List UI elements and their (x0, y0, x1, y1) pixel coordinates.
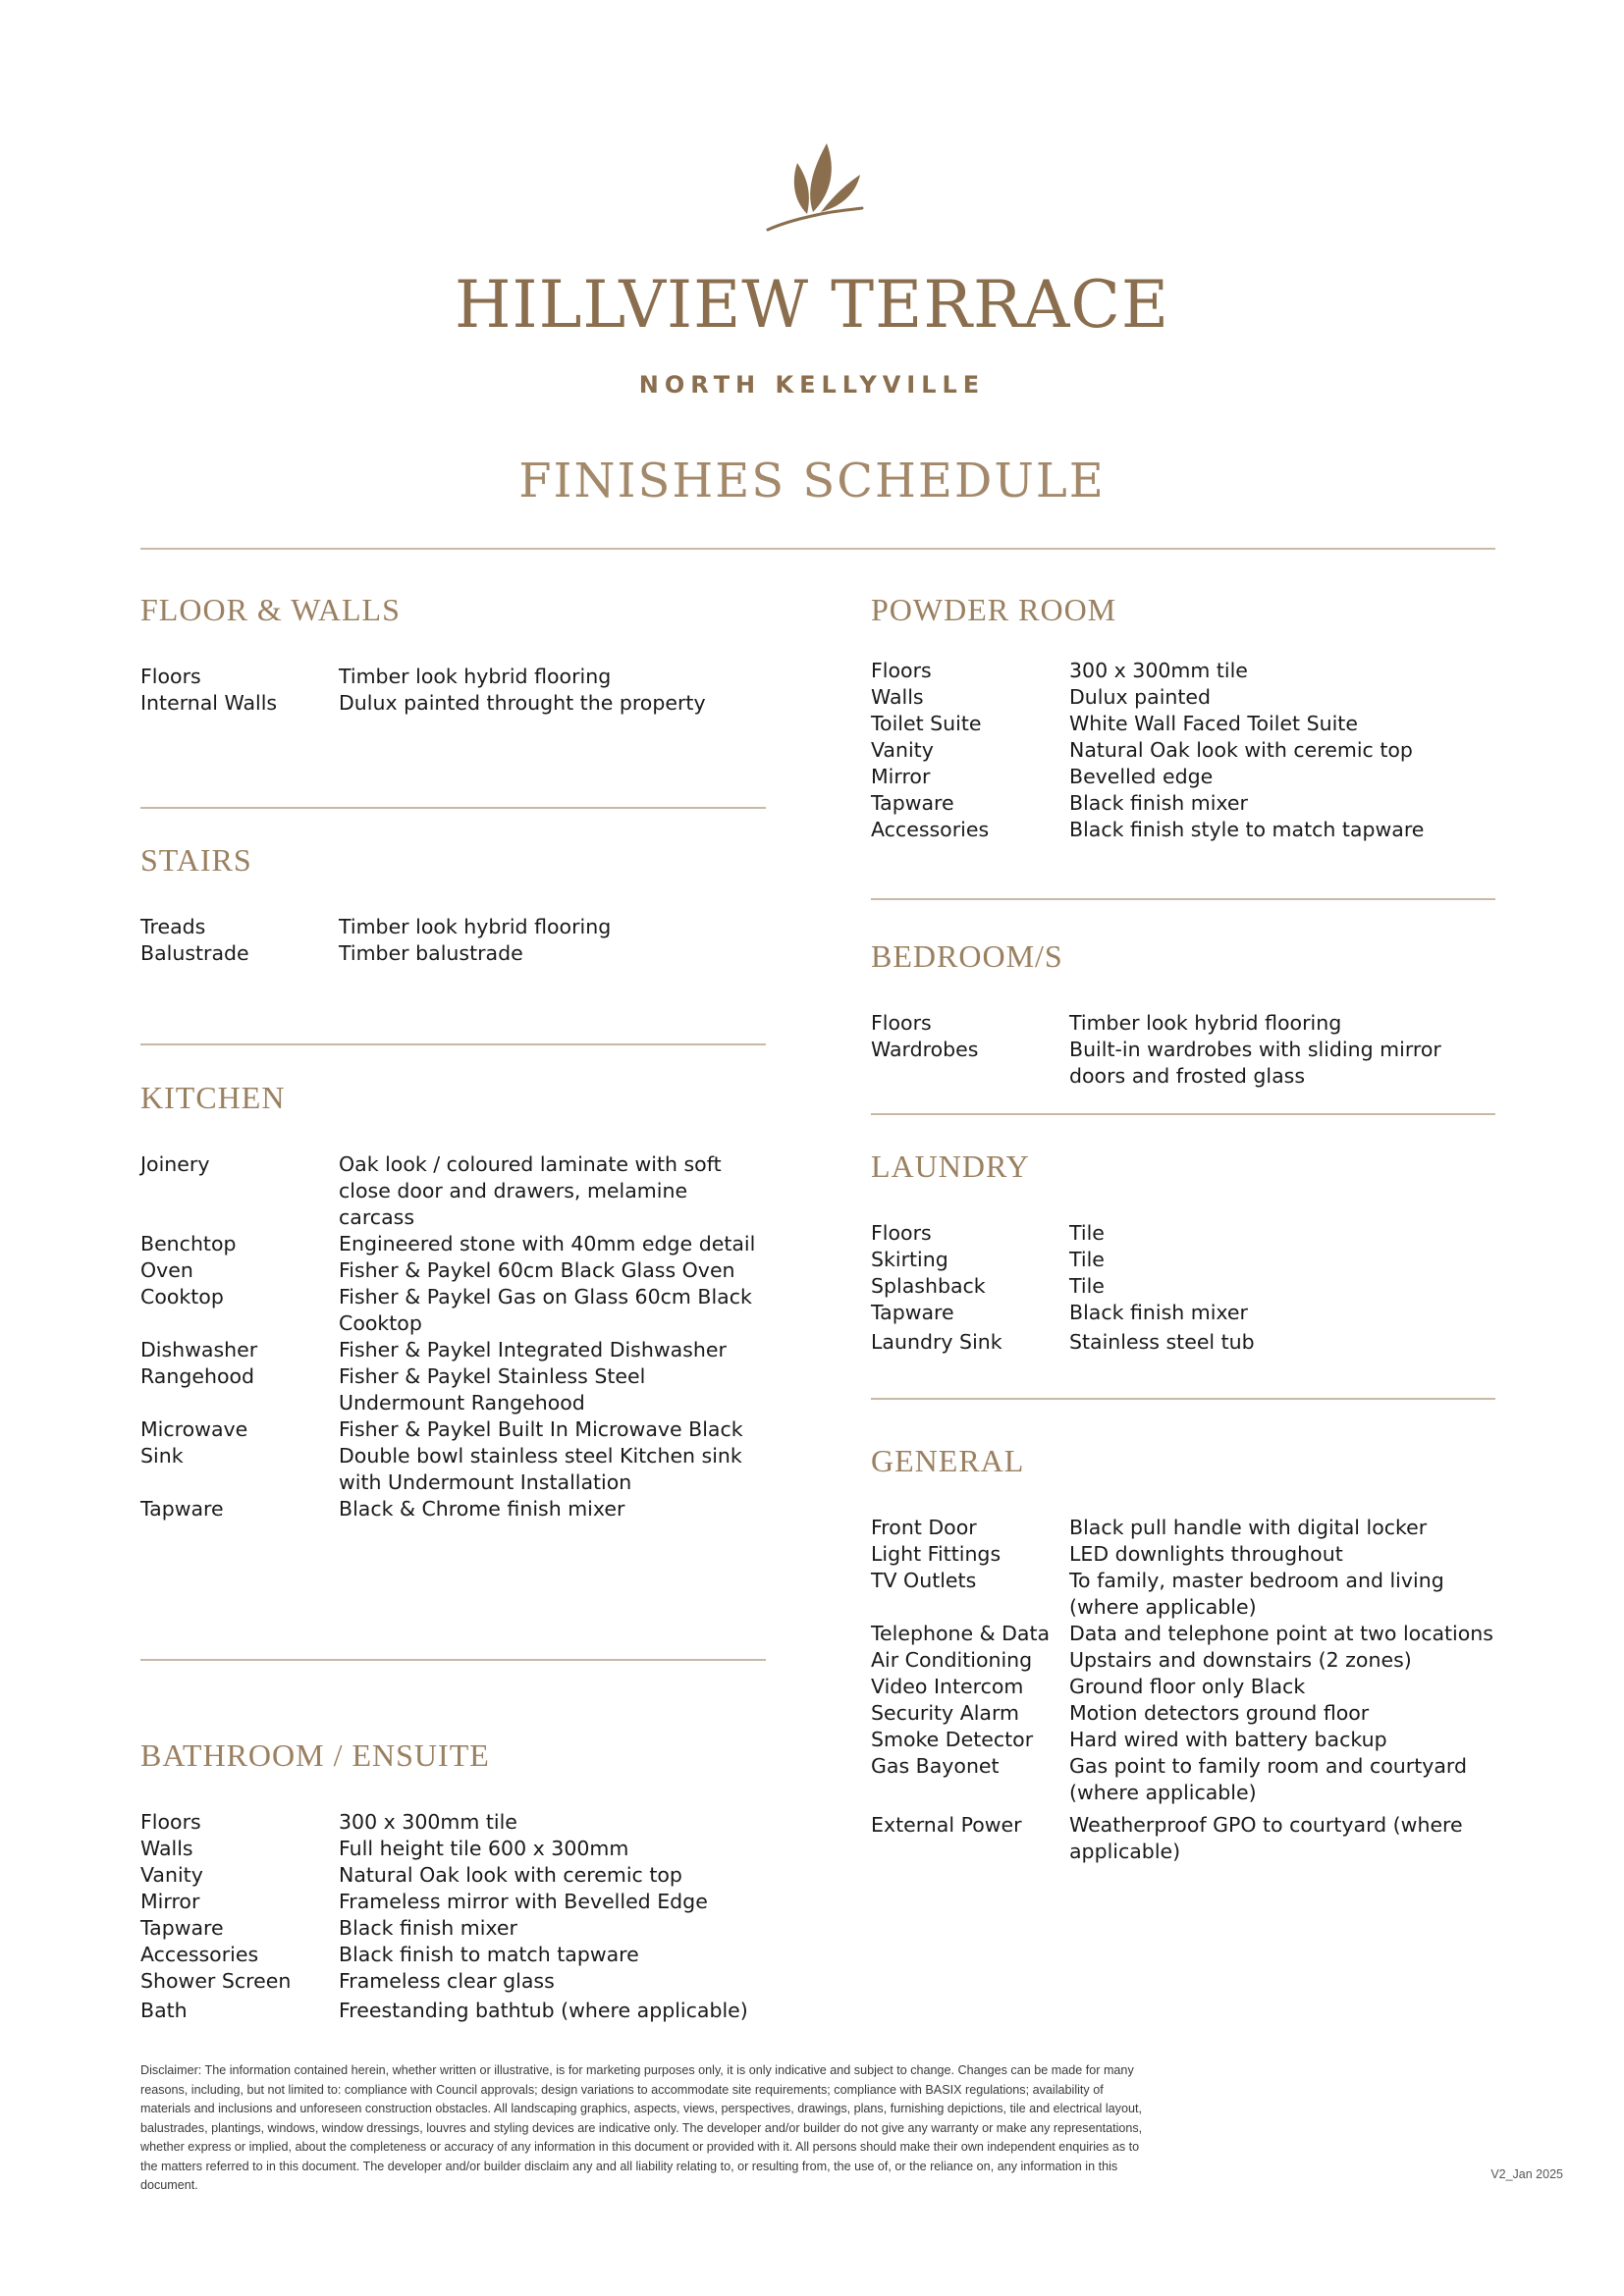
spec-row (871, 790, 1499, 817)
spec-value: Bevelled edge (1069, 765, 1214, 788)
spec-label: Benchtop (140, 1232, 237, 1255)
section-floor-walls (140, 592, 769, 717)
spec-label: Splashback (871, 1274, 986, 1298)
spec-label: Joinery (140, 1152, 210, 1176)
spec-row (871, 1010, 1499, 1037)
spec-list (871, 658, 1499, 843)
spec-label: Wardrobes (871, 1038, 979, 1061)
spec-value: Tile (1069, 1221, 1105, 1245)
spec-label: Dishwasher (140, 1338, 258, 1362)
spec-label: Cooktop (140, 1285, 224, 1308)
spec-value: Timber look hybrid flooring (339, 915, 612, 938)
spec-row (871, 1247, 1499, 1273)
section-divider (140, 1659, 766, 1661)
spec-label: Floors (140, 665, 201, 688)
spec-label: Telephone & Data (871, 1622, 1051, 1645)
spec-label: Toilet Suite (871, 712, 982, 735)
spec-label: Walls (140, 1837, 193, 1860)
spec-row (140, 1443, 769, 1496)
spec-value: Stainless steel tub (1069, 1330, 1255, 1354)
spec-label: Vanity (871, 738, 934, 762)
spec-label: Mirror (871, 765, 931, 788)
spec-row (871, 1621, 1499, 1647)
spec-label: TV Outlets (871, 1569, 977, 1592)
spec-row (140, 1809, 769, 1836)
spec-value: Motion detectors ground floor (1069, 1701, 1370, 1725)
spec-value: Black finish mixer (339, 1916, 517, 1940)
spec-value: Freestanding bathtub (where applicable) (339, 1999, 748, 2022)
section-kitchen (140, 1080, 769, 1522)
spec-label: Floors (140, 1810, 201, 1834)
spec-label: Tapware (871, 1301, 954, 1324)
spec-row (871, 764, 1499, 790)
spec-row (871, 1700, 1499, 1727)
spec-row (871, 1273, 1499, 1300)
spec-label: Video Intercom (871, 1675, 1024, 1698)
section-divider (871, 898, 1495, 900)
spec-label: Floors (871, 1011, 932, 1035)
spec-row (140, 1862, 769, 1889)
spec-row (140, 1968, 769, 1995)
spec-label: Microwave (140, 1417, 248, 1441)
spec-label: Gas Bayonet (871, 1754, 1000, 1778)
section-general (871, 1443, 1499, 1865)
spec-row (140, 690, 769, 717)
spec-list (140, 1151, 769, 1522)
spec-row (140, 940, 769, 967)
spec-value: Natural Oak look with ceremic top (1069, 738, 1413, 762)
spec-value: LED downlights throughout (1069, 1542, 1343, 1566)
spec-row (871, 1647, 1499, 1674)
spec-row (871, 711, 1499, 737)
spec-value: Frameless clear glass (339, 1969, 555, 1993)
leaf-logo-icon (746, 135, 874, 245)
spec-label: Mirror (140, 1890, 200, 1913)
version-label: V2_Jan 2025 (1490, 2167, 1563, 2181)
section-heading: POWDER ROOM (871, 592, 1117, 627)
spec-value: Ground floor only Black (1069, 1675, 1306, 1698)
spec-label: External Power (871, 1813, 1022, 1837)
spec-label: Floors (871, 659, 932, 682)
spec-label: Sink (140, 1444, 184, 1468)
spec-label: Bath (140, 1999, 188, 2022)
spec-value: Frameless mirror with Bevelled Edge (339, 1890, 708, 1913)
section-heading: LAUNDRY (871, 1148, 1030, 1184)
spec-label: Oven (140, 1258, 193, 1282)
spec-label: Tapware (871, 791, 954, 815)
brand-subtitle: NORTH KELLYVILLE (638, 371, 986, 399)
spec-value: Timber look hybrid flooring (1069, 1011, 1342, 1035)
spec-list (140, 914, 769, 967)
spec-value: Fisher & Paykel 60cm Black Glass Oven (339, 1258, 735, 1282)
spec-row (871, 1300, 1499, 1326)
spec-list (140, 1809, 769, 2024)
spec-label: Accessories (140, 1943, 259, 1966)
section-divider (871, 1113, 1495, 1115)
spec-row (140, 1231, 769, 1257)
spec-row (140, 1889, 769, 1915)
spec-row (871, 658, 1499, 684)
spec-value: 300 x 300mm tile (1069, 659, 1248, 682)
section-bathroom-ensuite (140, 1737, 769, 2024)
section-laundry (871, 1148, 1499, 1356)
spec-row (140, 1257, 769, 1284)
spec-value: Weatherproof GPO to courtyard (where applicable) (1069, 1813, 1463, 1863)
spec-label: Laundry Sink (871, 1330, 1002, 1354)
spec-value: Fisher & Paykel Built In Microwave Black (339, 1417, 743, 1441)
section-heading: STAIRS (140, 842, 252, 878)
spec-value: Built-in wardrobes with sliding mirror doors and frosted glass (1069, 1038, 1441, 1088)
spec-row (871, 737, 1499, 764)
spec-row (871, 1727, 1499, 1753)
spec-row (871, 1515, 1499, 1541)
spec-row (871, 1037, 1499, 1090)
section-powder-room (871, 592, 1499, 843)
spec-label: Light Fittings (871, 1542, 1001, 1566)
spec-row (871, 684, 1499, 711)
spec-row (871, 1674, 1499, 1700)
spec-list (871, 1220, 1499, 1356)
spec-row (871, 1753, 1499, 1806)
spec-row (871, 1541, 1499, 1568)
spec-row (140, 1416, 769, 1443)
spec-list (871, 1515, 1499, 1865)
spec-label: Air Conditioning (871, 1648, 1033, 1672)
spec-label: Floors (871, 1221, 932, 1245)
section-heading: BATHROOM / ENSUITE (140, 1737, 490, 1773)
spec-row (140, 1942, 769, 1968)
spec-label: Front Door (871, 1516, 977, 1539)
spec-value: Fisher & Paykel Stainless Steel Undermount Rangehood (339, 1364, 646, 1415)
document-title: FINISHES SCHEDULE (518, 454, 1106, 508)
spec-value: Black finish style to match tapware (1069, 818, 1425, 841)
spec-label: Treads (140, 915, 206, 938)
spec-label: Tapware (140, 1916, 224, 1940)
section-bedrooms (871, 938, 1499, 1090)
spec-label: Shower Screen (140, 1969, 292, 1993)
spec-value: Upstairs and downstairs (2 zones) (1069, 1648, 1412, 1672)
spec-label: Rangehood (140, 1364, 255, 1388)
spec-label: Security Alarm (871, 1701, 1020, 1725)
section-divider (871, 1398, 1495, 1400)
spec-value: Timber balustrade (339, 941, 523, 965)
spec-label: Accessories (871, 818, 990, 841)
section-stairs (140, 842, 769, 967)
spec-value: Dulux painted throught the property (339, 691, 706, 715)
spec-value: Black finish mixer (1069, 1301, 1248, 1324)
spec-value: Double bowl stainless steel Kitchen sink with Undermount Installation (339, 1444, 742, 1494)
spec-row (871, 1220, 1499, 1247)
spec-row (140, 1915, 769, 1942)
spec-value: Natural Oak look with ceremic top (339, 1863, 682, 1887)
spec-row (140, 1496, 769, 1522)
spec-value: Black & Chrome finish mixer (339, 1497, 625, 1521)
spec-value: Fisher & Paykel Integrated Dishwasher (339, 1338, 727, 1362)
section-heading: KITCHEN (140, 1080, 286, 1115)
spec-value: Fisher & Paykel Gas on Glass 60cm Black Cooktop (339, 1285, 752, 1335)
spec-label: Vanity (140, 1863, 203, 1887)
spec-value: Dulux painted (1069, 685, 1212, 709)
spec-row (871, 1568, 1499, 1621)
spec-row (140, 1836, 769, 1862)
spec-row (871, 1812, 1499, 1865)
spec-value: Black finish mixer (1069, 791, 1248, 815)
section-divider (140, 1043, 766, 1045)
spec-label: Smoke Detector (871, 1728, 1034, 1751)
spec-label: Walls (871, 685, 924, 709)
spec-row (140, 1337, 769, 1363)
spec-value: Black pull handle with digital locker (1069, 1516, 1428, 1539)
spec-value: To family, master bedroom and living (where applicable) (1069, 1569, 1444, 1619)
spec-value: Tile (1069, 1248, 1105, 1271)
header-divider (140, 548, 1495, 550)
spec-value: Hard wired with battery backup (1069, 1728, 1387, 1751)
spec-value: Gas point to family room and courtyard (where applicable) (1069, 1754, 1468, 1804)
spec-value: White Wall Faced Toilet Suite (1069, 712, 1358, 735)
spec-value: Data and telephone point at two locations (1069, 1622, 1493, 1645)
spec-value: Tile (1069, 1274, 1105, 1298)
spec-row (140, 1284, 769, 1337)
spec-row (871, 817, 1499, 843)
spec-row (140, 914, 769, 940)
section-heading: BEDROOM/S (871, 938, 1063, 974)
spec-row (140, 1998, 769, 2024)
spec-row (140, 1363, 769, 1416)
spec-value: Full height tile 600 x 300mm (339, 1837, 629, 1860)
spec-label: Tapware (140, 1497, 224, 1521)
spec-value: Black finish to match tapware (339, 1943, 639, 1966)
section-heading: FLOOR & WALLS (140, 592, 401, 627)
section-heading: GENERAL (871, 1443, 1025, 1478)
spec-list (871, 1010, 1499, 1090)
spec-label: Balustrade (140, 941, 249, 965)
spec-list (140, 664, 769, 717)
spec-value: 300 x 300mm tile (339, 1810, 517, 1834)
spec-label: Internal Walls (140, 691, 278, 715)
spec-label: Skirting (871, 1248, 948, 1271)
spec-value: Oak look / coloured laminate with soft close door and drawers, melamine carcass (339, 1152, 722, 1229)
disclaimer-text: Disclaimer: The information contained herein, whether written or illustrative, is for marketing purposes only, it is only indicative and subject to change. Changes can be made for many reasons, including, but not limited to: compliance with Council approvals; design variations to accommodate site requirements; compliance with BASIX regulations; availability of materials and inclusions and unforeseen construction obstacles. All landscaping graphics, aspects, views, perspectives, drawings, plans, furnishing depictions, tile and electrical layout, balustrades, plantings, windows, window dressings, louvres and styling devices are indicative only. The developer and/or builder do not give any warranty or make any representations, whether express or implied, about the completeness or accuracy of any information in this document or provided with it. All persons should make their own independent enquiries as to the matters referred to in this document. The developer and/or builder disclaim any and all liability relating to, or resulting from, the use of, or the reliance on, any information in this document. (140, 2063, 1143, 2192)
section-divider (140, 807, 766, 809)
brand-title: HILLVIEW TERRACE (454, 267, 1170, 343)
spec-value: Engineered stone with 40mm edge detail (339, 1232, 756, 1255)
spec-row (140, 664, 769, 690)
spec-row (140, 1151, 769, 1231)
spec-row (871, 1329, 1499, 1356)
spec-value: Timber look hybrid flooring (339, 665, 612, 688)
